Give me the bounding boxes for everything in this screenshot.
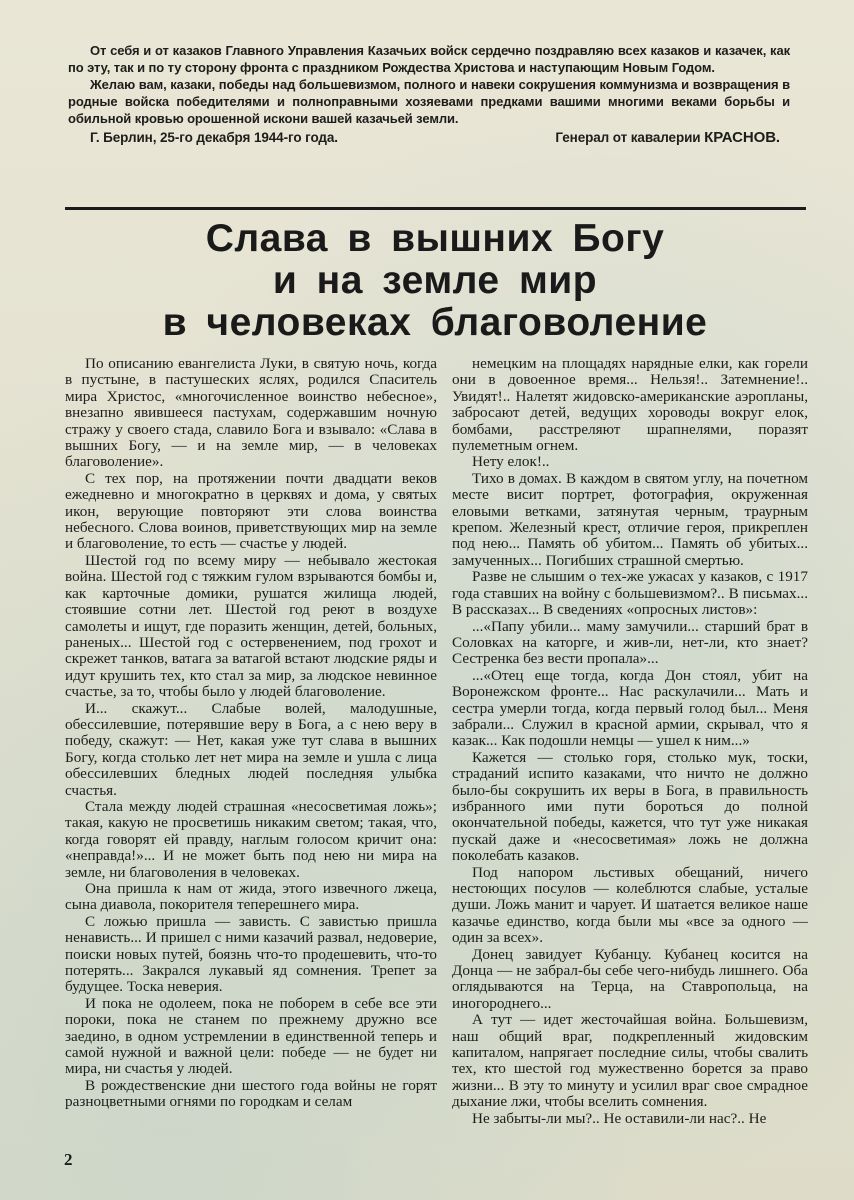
article-column-1 [65, 356, 437, 1111]
greeting-notice [68, 42, 790, 147]
article-paragraph: Она пришла к нам от жида, этого извечного лжеца, сына диавола, покорителя теперешнего мира. [65, 880, 437, 914]
article-paragraph: Тихо в домах. В каждом в святом углу, на почетном месте висит портрет, фотография, окруженная еловыми ветками, затянутая черным, траурным крепом. Железный крест, отличие героя, прикреплен под нею... Память об убитом... Память об убитых... замученных... Погибших страшной смертью. [452, 469, 808, 569]
article-paragraph: Не забыты-ли мы?.. Не оставили-ли нас?.. Не [472, 1109, 767, 1127]
article-paragraph: А тут — идет жесточайшая война. Большевизм, наш общий враг, подкрепленный жидовским капиталом, напрягает последние силы, чтобы свалить тех, кто шестой год мужественно борется за право жизни... В эту то минуту и усилил враг свое смрадное дыхание лжи, чтобы вселить сомнения. [452, 1011, 808, 1111]
title-line: и на земле мир [272, 259, 598, 302]
title-line: в человеках благоволение [162, 301, 708, 344]
article-paragraph: Шестой год по всему миру — небывало жестокая война. Шестой год с тяжким гулом взрываются бомбы и, как карточные домики, рушатся жилища людей, стоявшие сотни лет. Шестой год реют в воздухе самолеты и ищут, где поразить женщин, детей, больных, раненых... Шестой год с остервенением, под грохот и скрежет танков, ватага за ватагой встают людские ряды и идут крушить тех, кто стал за мир, за людское невинное счастье, за то, чтобы было у людей благоволение. [65, 551, 437, 701]
article-paragraph: И пока не одолеем, пока не поборем в себе все эти пороки, пока не станем по прежнему дружно все заедино, в одном устремлении в единственной теперь и самой нужной и важной цели: победе — не будет ни мира, ни счастья у людей. [65, 994, 437, 1078]
place-date: Г. Берлин, 25-го декабря 1944-го года. [90, 130, 338, 145]
article-paragraph: Под напором льстивых обещаний, ничего нестоющих посулов — колеблются слабые, усталые души. Ложь манит и чарует. И шатается великое наше казачье единство, когда были мы «все за одного — один за всех». [452, 863, 808, 947]
article-paragraph: Разве не слышим о тех-же ужасах у казаков, с 1917 года ставших на войну с большевизмом?.. В письмах... В рассказах... В сведениях «опросных листов»: [452, 568, 808, 619]
article-paragraph: немецким на площадях нарядные елки, как горели они в довоенное время... Нельзя!.. Затемнение!.. Увидят!.. Налетят жидовско-американские аэропланы, забросают детей, ведущих хороводы вокруг елок, бомбами, расстреляют шрапнелями, поразят пулеметным огнем. [452, 355, 808, 455]
article-paragraph: Кажется — столько горя, столько мук, тоски, страданий испито казаками, что ничто не должно было-бы сокрушить их веры в Бога, в правильность избранного ими пути бороться до полной окончательной победы, кажется, что тут уже никакая пускай даже и «несосветимая» ложь не должна поколебать казаков. [452, 748, 808, 865]
article-paragraph: Нету елок!.. [472, 453, 550, 471]
divider-rule [65, 207, 806, 210]
article-paragraph: С ложью пришла — зависть. С завистью пришла ненависть... И пришел с ними казачий развал, недоверие, поиски новых путей, боязнь что-то продешевить, что-то потерять... Закрался лукавый яд сомнения. Трепет за будущее. Тоска неверия. [65, 912, 437, 996]
signature: Генерал от кавалерии КРАСНОВ. [555, 129, 780, 146]
greeting-paragraph: От себя и от казаков Главного Управления Казачьих войск сердечно поздравляю всех казаков и казачек, как по эту, так и по ту сторону фронта с праздником Рождества Христова и наступающим Новым Годом. [68, 43, 790, 75]
title-line: Слава в вышних Богу [205, 217, 665, 260]
article-paragraph: В рождественские дни шестого года войны не горят разноцветными огнями по городкам и селам [65, 1076, 437, 1111]
article-paragraph: ...«Отец еще тогда, когда Дон стоял, убит на Воронежском фронте... Нас раскулачили... Мать и сестра умерли тогда, когда первый голод был... Меня забрали... Служил в красной армии, скрывал, что я казак... Как подошли немцы — ушел к ним...» [452, 666, 808, 750]
page-number: 2 [64, 1150, 73, 1169]
greeting-paragraph: Желаю вам, казаки, победы над большевизмом, полного и навеки сокрушения коммунизма и возвращения в родные войска победителями и полноправными хозяевами предками вашими многими веками борьбы и обильной кровью орошенной искони вашей казачьей земли. [68, 77, 790, 126]
article-paragraph: По описанию евангелиста Луки, в святую ночь, когда в пустыне, в пастушеских яслях, родился Спаситель мира Христос, «многочисленное воинство небесное», внезапно явившееся пастухам, содержавшим ночную стражу у своего стада, славило Бога и взывало: «Слава в вышних Богу, — и на земле мир, — в человеках благоволение». [65, 355, 437, 471]
article-paragraph: Донец завидует Кубанцу. Кубанец косится на Донца — не забрал-бы себе чего-нибудь лишнего. Оба оглядываются на Терца, на Ставропольца, на иногороднего... [452, 945, 808, 1012]
article-paragraph: И... скажут... Слабые волей, малодушные, обессилевшие, потерявшие веру в Бога, а с нею веру в победу, скажут: — Нет, какая уже тут слава в вышних Богу, когда столько лет нет мира на земле и ушла с лица обессилевших бледных людей последняя улыбка счастья. [65, 699, 437, 799]
article-title [60, 218, 810, 344]
article-paragraph: Стала между людей страшная «несосветимая ложь»; такая, какую не просветишь никаким светом; такая, что, когда говорят ей правду, наглым голосом кричит она: «неправда!»... И не может быть под нею ни мира на земле, ни благоволения в человеках. [65, 797, 437, 881]
article-paragraph: ...«Папу убили... маму замучили... старший брат в Соловках на каторге, и жив-ли, нет-ли, кто знает? Сестренка без вести пропала»... [452, 617, 808, 668]
signature-line [68, 129, 790, 147]
article-column-2 [452, 356, 808, 1127]
article-paragraph: С тех пор, на протяжении почти двадцати веков ежедневно и многократно в церквях и дома, у святых икон, верующие повторяют эти слова воинства небесного. Слова воинов, приветствующих мир на земле и благоволение, то есть — счастье у людей. [65, 469, 437, 553]
signature-name: КРАСНОВ. [704, 129, 780, 146]
